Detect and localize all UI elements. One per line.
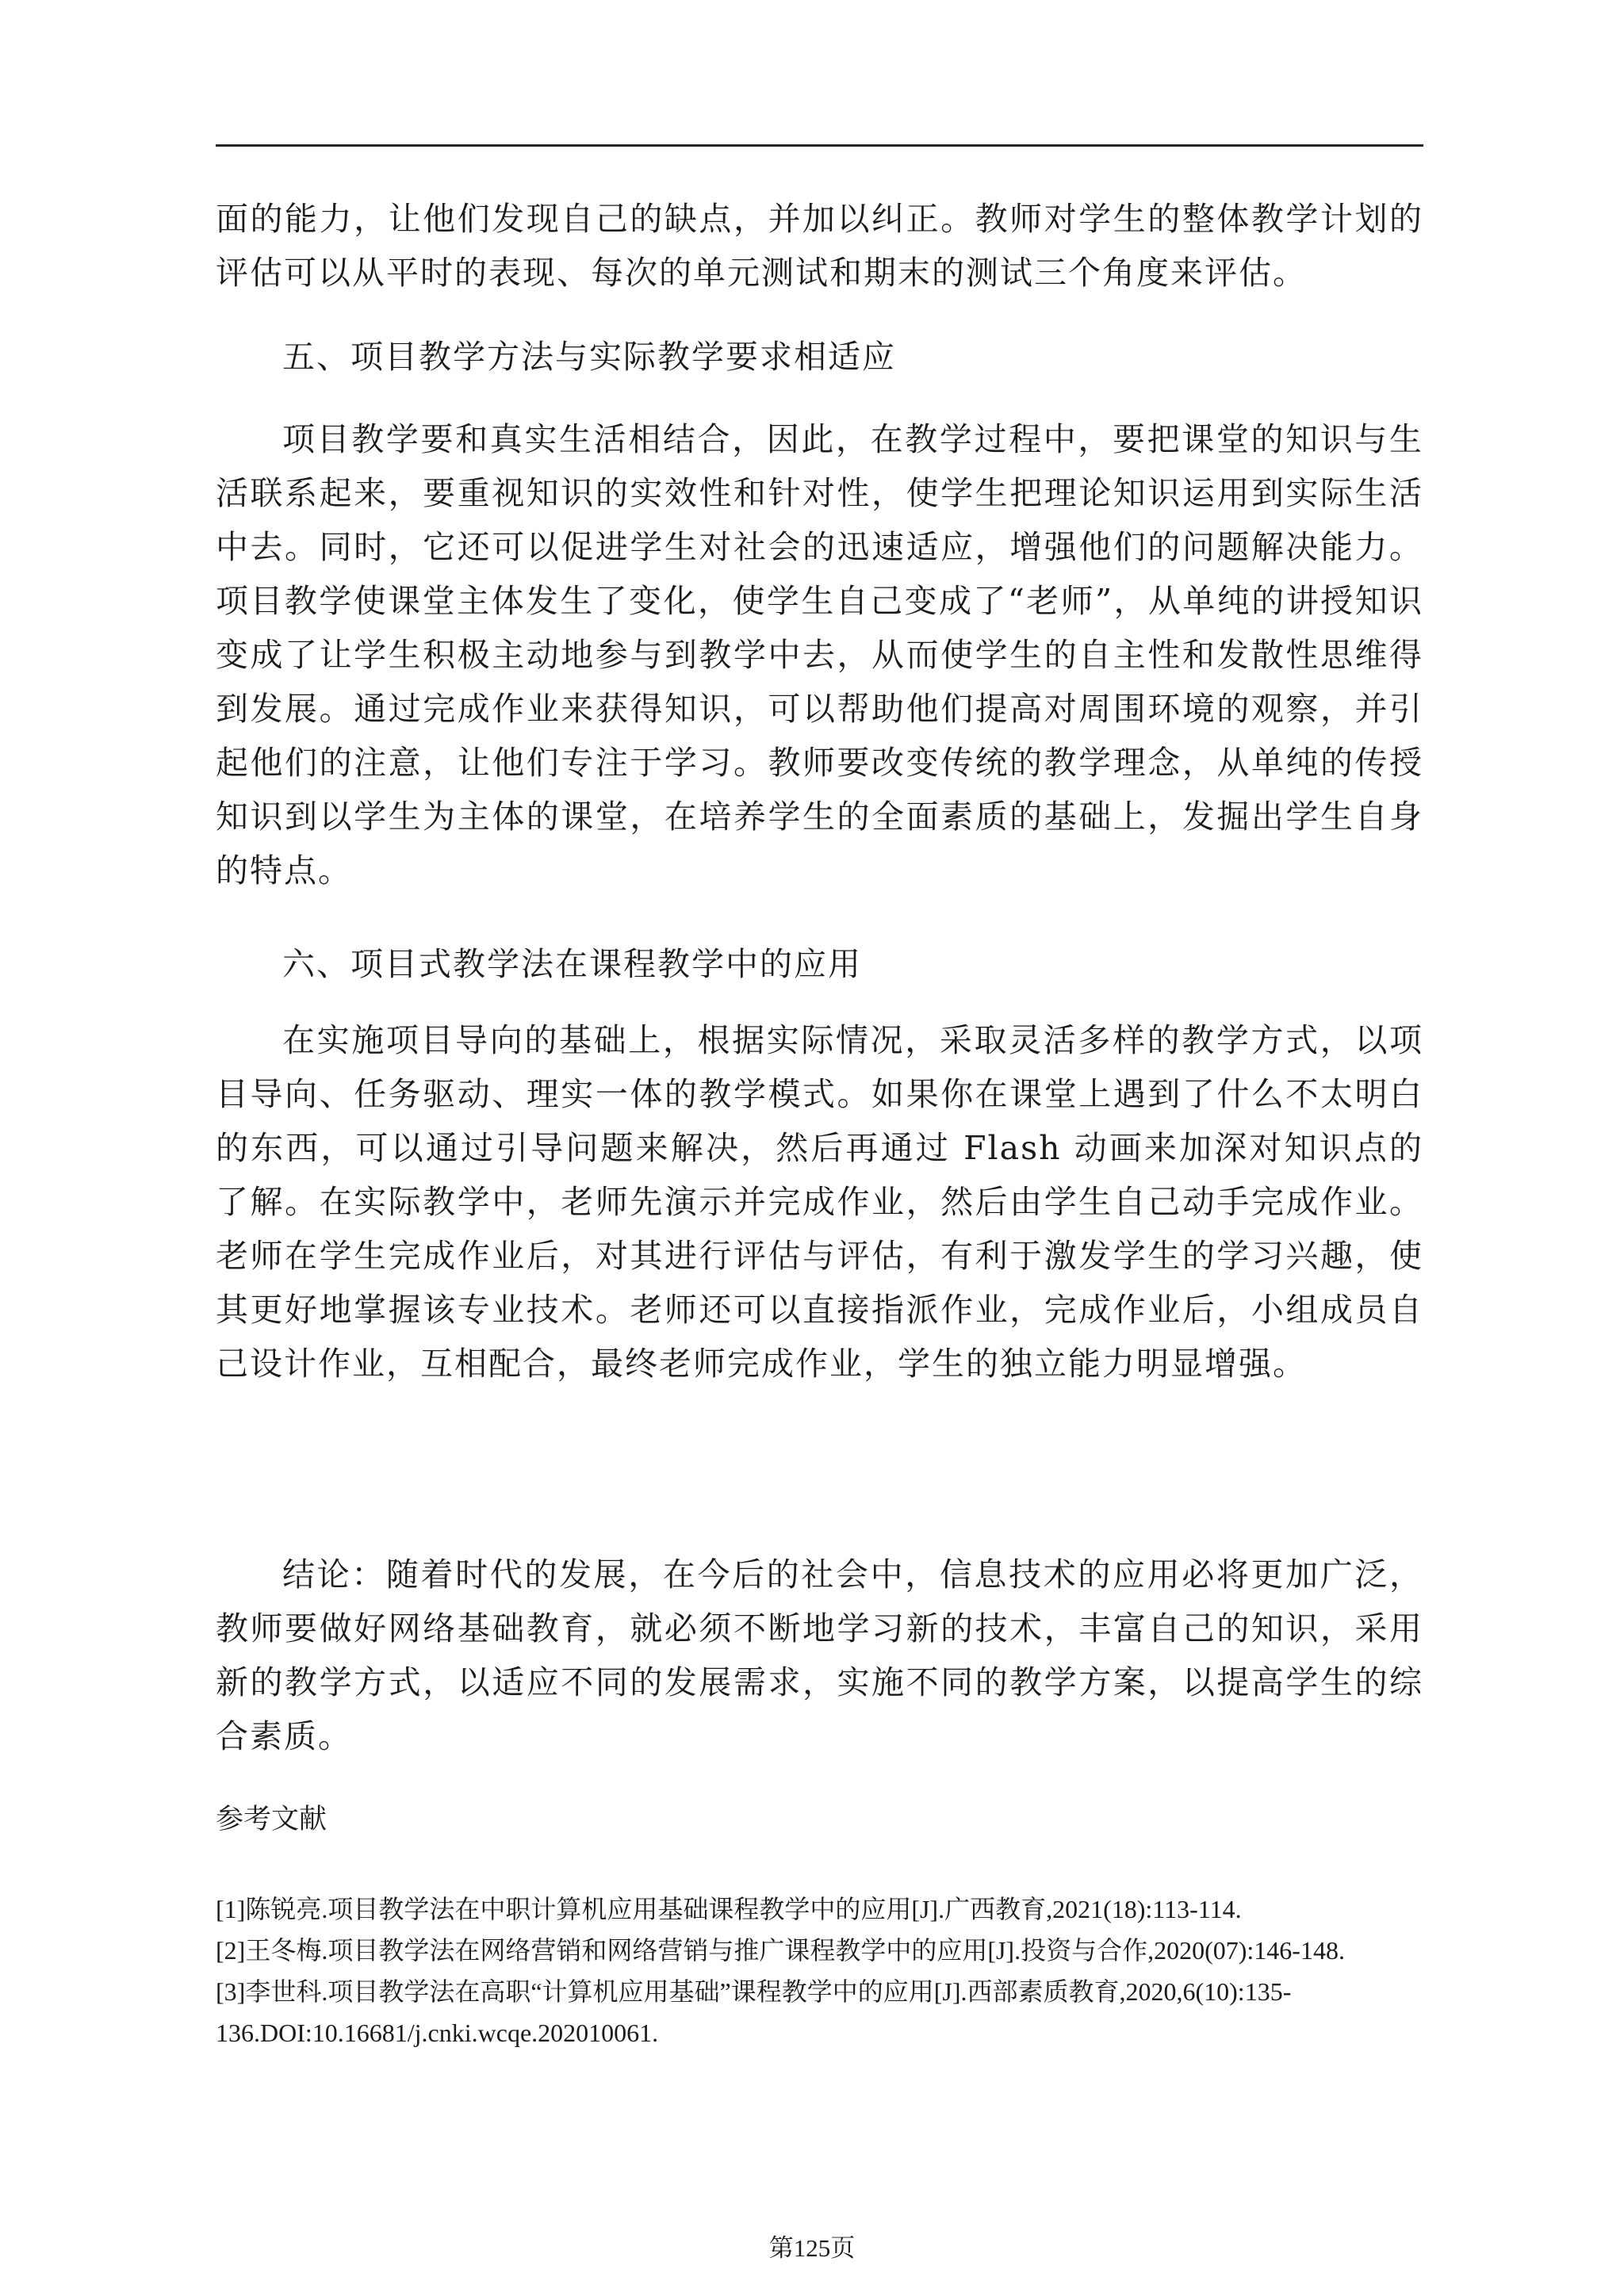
reference-item-2: [2]王冬梅.项目教学法在网络营销和网络营销与推广课程教学中的应用[J].投资与合作,2020(07):146-148. (216, 1936, 1345, 1965)
page-number: 第125页 (768, 2234, 856, 2262)
header-rule (216, 144, 1423, 147)
reference-item-1: [1]陈锐亮.项目教学法在中职计算机应用基础课程教学中的应用[J].广西教育,2021(18):113-114. (216, 1895, 1242, 1923)
paragraph-continued: 面的能力，让他们发现自己的缺点，并加以纠正。教师对学生的整体教学计划的评估可以从平时的表现、每次的单元测试和期末的测试三个角度来评估。 (216, 200, 1423, 292)
references-title: 参考文献 (216, 1804, 327, 1835)
reference-item-3: [3]李世科.项目教学法在高职“计算机应用基础”课程教学中的应用[J].西部素质教育,2020,6(10):135-136.DOI:10.16681/j.cnki.wcqe.202010061. (216, 1977, 1292, 2047)
references-list (216, 1888, 1423, 2053)
section-heading-5: 五、项目教学方法与实际教学要求相适应 (282, 338, 896, 376)
paragraph-project-method-application: 在实施项目导向的基础上，根据实际情况，采取灵活多样的教学方式，以项目导向、任务驱动、理实一体的教学模式。如果你在课堂上遇到了什么不太明白的东西，可以通过引导问题来解决，然后再通过 Flash 动画来加深对知识点的了解。在实际教学中，老师先演示并完成作业，然后由学生自己动手完成作业。老师在学生完成作业后，对其进行评估与评估，有利于激发学生的学习兴趣，使其更好地掌握该专业技术。老师还可以直接指派作业，完成作业后，小组成员自己设计作业，互相配合，最终老师完成作业，学生的独立能力明显增强。 (216, 1021, 1423, 1383)
paragraph-project-teaching-real-life: 项目教学要和真实生活相结合，因此，在教学过程中，要把课堂的知识与生活联系起来，要重视知识的实效性和针对性，使学生把理论知识运用到实际生活中去。同时，它还可以促进学生对社会的迅速适应，增强他们的问题解决能力。项目教学使课堂主体发生了变化，使学生自己变成了“老师”，从单纯的讲授知识变成了让学生积极主动地参与到教学中去，从而使学生的自主性和发散性思维得到发展。通过完成作业来获得知识，可以帮助他们提高对周围环境的观察，并引起他们的注意，让他们专注于学习。教师要改变传统的教学理念，从单纯的传授知识到以学生为主体的课堂，在培养学生的全面素质的基础上，发掘出学生自身的特点。 (216, 420, 1423, 890)
section-heading-6: 六、项目式教学法在课程教学中的应用 (282, 945, 862, 983)
paragraph-conclusion: 结论：随着时代的发展，在今后的社会中，信息技术的应用必将更加广泛，教师要做好网络基础教育，就必须不断地学习新的技术，丰富自己的知识，采用新的教学方式，以适应不同的发展需求，实施不同的教学方案，以提高学生的综合素质。 (216, 1556, 1423, 1755)
